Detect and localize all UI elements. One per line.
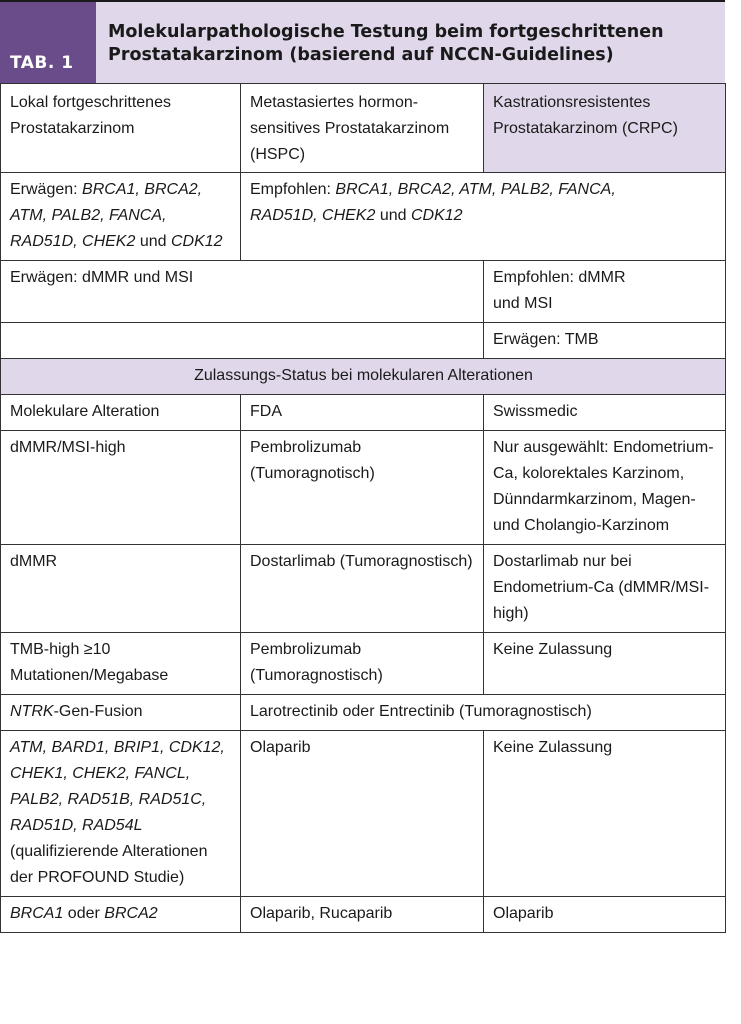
prostate-testing-table xyxy=(0,83,726,933)
approval-row-ntrk xyxy=(1,695,726,731)
fda-cell: Olaparib xyxy=(241,731,484,897)
gene-name-text: BRCA1 xyxy=(10,905,64,922)
table-number-badge xyxy=(0,2,96,83)
gene-name-text: CDK12 xyxy=(410,207,463,224)
cell-text: Erwägen: TMB xyxy=(493,331,599,348)
table-cell xyxy=(484,261,726,323)
fda-cell: Olaparib, Rucaparib xyxy=(241,897,484,933)
alteration-cell xyxy=(1,897,241,933)
alteration-cell xyxy=(1,695,241,731)
approval-header-row xyxy=(1,395,726,431)
alteration-cell xyxy=(1,633,241,695)
fda-swissmedic-cell: Larotrectinib oder Entrectinib (Tumoragnostisch) xyxy=(241,695,726,731)
table-cell-empty xyxy=(1,323,484,359)
table-title: Molekularpathologische Testung beim fortgeschrittenen Prostatakarzinom (basierend auf NCCN-Guidelines) xyxy=(96,2,725,83)
table-number: TAB. 1 xyxy=(10,53,74,73)
swissmedic-cell: Keine Zulassung xyxy=(484,731,726,897)
cell-text: oder xyxy=(63,905,105,922)
gene-name-text: CDK12 xyxy=(170,233,223,250)
table-cell xyxy=(1,261,484,323)
table-header xyxy=(0,0,725,83)
table-cell xyxy=(241,173,726,261)
alteration-cell xyxy=(1,431,241,545)
table-cell xyxy=(1,173,241,261)
gene-name-text: BRCA1, BRCA2, ATM, PALB2, FANCA, RAD51D, CHEK2 xyxy=(250,181,616,224)
cell-text: Empfohlen: xyxy=(250,181,336,198)
gene-name-text: BRCA2 xyxy=(104,905,158,922)
column-header-hspc: Metastasiertes hormon-sensitives Prostatakarzinom (HSPC) xyxy=(241,84,484,173)
swissmedic-cell: Olaparib xyxy=(484,897,726,933)
gene-name-text: ATM, BARD1, BRIP1, CDK12, CHEK1, CHEK2, FANCL, PALB2, RAD51B, RAD51C, RAD51D, RAD54L xyxy=(10,739,225,834)
section-title-row xyxy=(1,359,726,395)
column-header-local: Lokal fortgeschrittenes Prostatakarzinom xyxy=(1,84,241,173)
cell-text: Erwägen: xyxy=(10,181,83,198)
table-cell xyxy=(484,323,726,359)
gene-name-text: NTRK xyxy=(10,703,54,720)
cell-text: Erwägen: dMMR und MSI xyxy=(10,269,194,286)
cell-text: Empfohlen: dMMR und MSI xyxy=(493,269,626,312)
cell-text: TMB-high ≥10 Mutationen/Megabase xyxy=(10,641,169,684)
approval-header-alteration: Molekulare Alteration xyxy=(1,395,241,431)
testing-row-genes xyxy=(1,173,726,261)
approval-header-swissmedic: Swissmedic xyxy=(484,395,726,431)
swissmedic-cell: Dostarlimab nur bei Endometrium-Ca (dMMR/MSI-high) xyxy=(484,545,726,633)
approval-row-profound-genes xyxy=(1,731,726,897)
testing-row-dmmr-msi xyxy=(1,261,726,323)
cell-text: dMMR/MSI-high xyxy=(10,439,126,456)
fda-cell: Dostarlimab (Tumoragnostisch) xyxy=(241,545,484,633)
cell-text: dMMR xyxy=(10,553,58,570)
alteration-cell xyxy=(1,545,241,633)
approval-header-fda: FDA xyxy=(241,395,484,431)
fda-cell: Pembrolizumab (Tumoragnostisch) xyxy=(241,633,484,695)
approval-row-dmmr-msi-high xyxy=(1,431,726,545)
cell-text: (qualifizierende Alterationen der PROFOUND Studie) xyxy=(10,843,208,886)
fda-cell: Pembrolizumab (Tumoragnotisch) xyxy=(241,431,484,545)
column-header-crpc: Kastrationsresistentes Prostatakarzinom (CRPC) xyxy=(484,84,726,173)
swissmedic-cell: Keine Zulassung xyxy=(484,633,726,695)
section-title: Zulassungs-Status bei molekularen Alterationen xyxy=(1,359,726,395)
approval-row-dmmr xyxy=(1,545,726,633)
alteration-cell xyxy=(1,731,241,897)
swissmedic-cell: Nur ausgewählt: Endometrium-Ca, kolorektales Karzinom, Dünndarmkarzinom, Magen- und Cholangio-Karzinom xyxy=(484,431,726,545)
column-header-row xyxy=(1,84,726,173)
cell-text: -Gen-Fusion xyxy=(53,703,143,720)
approval-row-brca xyxy=(1,897,726,933)
testing-row-tmb xyxy=(1,323,726,359)
cell-text: und xyxy=(135,233,171,250)
gene-name-text: BRCA1, BRCA2, ATM, PALB2, FANCA, RAD51D, CHEK2 xyxy=(10,181,203,250)
cell-text: und xyxy=(375,207,411,224)
approval-row-tmb-high xyxy=(1,633,726,695)
